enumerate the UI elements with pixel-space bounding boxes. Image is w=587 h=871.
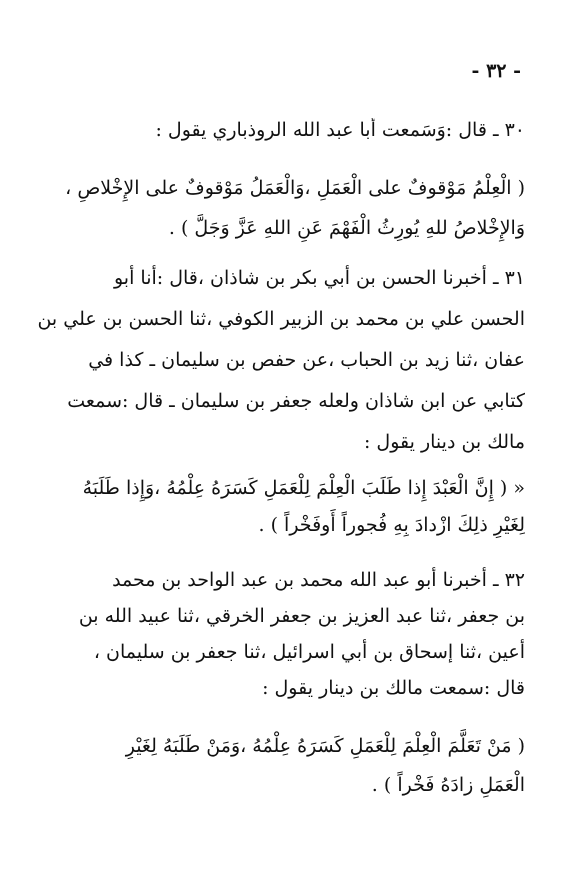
page-number: - ٣٢ - bbox=[471, 60, 521, 82]
narration-31 bbox=[36, 258, 525, 463]
text-line: ( الْعِلْمُ مَوْقوفٌ على الْعَمَلِ ،وَالْعَمَلُ مَوْقوفٌ على الإِخْلاصِ ، bbox=[65, 177, 525, 199]
text-line: لِغَيْرِ ذلِكَ ازْدادَ بِهِ فُجوراً أَوفَخْراً ) . bbox=[258, 514, 525, 536]
text-line: وَالإِخْلاصُ للهِ يُورِثُ الْفَهْمَ عَنِ اللهِ عَزَّ وَجَلَّ ) . bbox=[168, 217, 525, 239]
text-line: كتابي عن ابن شاذان ولعله جعفر بن سليمان ـ قال :سمعت bbox=[67, 390, 525, 412]
text-line: مالك بن دينار يقول : bbox=[363, 431, 525, 453]
text-line: « ( إِنَّ الْعَبْدَ إِذا طَلَبَ الْعِلْمَ لِلْعَمَلِ كَسَرَهُ عِلْمُهُ ،وَإِذا طَلَبَهُ bbox=[82, 477, 525, 499]
quote-31 bbox=[36, 470, 525, 544]
text-line: ٣١ ـ أخبرنا الحسن بن أبي بكر بن شاذان ،قال :أنا أبو bbox=[113, 267, 525, 289]
quote-32 bbox=[36, 727, 525, 805]
narration-32 bbox=[36, 562, 525, 706]
text-line: ٣٠ ـ قال :وَسَمعت أبا عبد الله الروذباري يقول : bbox=[155, 119, 525, 141]
text-line: عفان ،ثنا زيد بن الحباب ،عن حفص بن سليمان ـ كذا في bbox=[88, 349, 525, 371]
book-page bbox=[36, 0, 525, 871]
text-line: بن جعفر ،ثنا عبد العزيز بن جعفر الخرقي ،ثنا عبيد الله بن bbox=[78, 605, 525, 627]
text-line: أعين ،ثنا إسحاق بن أبي اسرائيل ،ثنا جعفر بن سليمان ، bbox=[93, 641, 525, 663]
text-line: الحسن علي بن محمد بن الزبير الكوفي ،ثنا الحسن بن علي بن bbox=[37, 308, 525, 330]
text-line: قال :سمعت مالك بن دينار يقول : bbox=[262, 677, 525, 699]
narration-30-header bbox=[36, 118, 525, 142]
text-line: ( مَنْ تَعَلَّمَ الْعِلْمَ لِلْعَمَلِ كَسَرَهُ عِلْمُهُ ،وَمَنْ طَلَبَهُ لِغَيْرِ bbox=[125, 735, 525, 757]
text-line: ٣٢ ـ أخبرنا أبو عبد الله محمد بن عبد الواحد بن محمد bbox=[112, 569, 525, 591]
text-line: الْعَمَلِ زادَهُ فَخْراً ) . bbox=[371, 774, 525, 796]
quote-30 bbox=[36, 168, 525, 248]
